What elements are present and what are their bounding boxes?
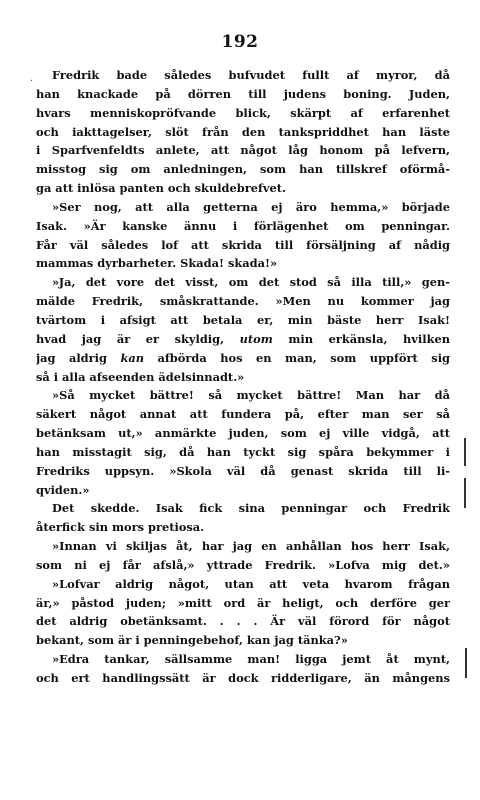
text-line: mammas dyrbarheter. Skada! skada!» — [36, 256, 278, 271]
text-line: »Ser nog, att alla getterna ej äro hemma,» började — [52, 199, 450, 214]
text-line: Det skedde. Isak fick sina penningar och Fredrik — [52, 501, 450, 516]
text-line: Isak. »Är kanske ännu i förlägenhet om penningar. — [36, 218, 450, 233]
text-line: i Sparfvenfeldts anlete, att något låg honom på lefvern, — [36, 143, 450, 158]
body-text — [36, 66, 450, 688]
text-line: jag aldrig kan afbörda hos en man, som uppfört sig — [36, 350, 450, 365]
text-line: »Ja, det vore det visst, om det stod så illa till,» gen- — [52, 275, 450, 290]
text-line: »Så mycket bättre! så mycket bättre! Man har då — [52, 388, 450, 403]
text-line: Fredriks uppsyn. »Skola väl då genast skrida till li- — [36, 463, 450, 478]
text-line: mälde Fredrik, småskrattande. »Men nu kommer jag — [36, 294, 450, 309]
right-edge-mark — [464, 438, 466, 466]
text-line: hvars menniskopröfvande blick, skärpt af erfarenhet — [36, 105, 450, 120]
page-number: 192 — [221, 32, 259, 52]
text-line: han knackade på dörren till judens boning. Juden, — [36, 86, 450, 101]
margin-dot: · — [30, 76, 34, 87]
text-line: och ert handlingssätt är dock ridderligare, än mångens — [36, 671, 450, 685]
right-edge-mark — [464, 478, 466, 508]
text-line: »Lofvar aldrig något, utan att veta hvarom frågan — [52, 576, 450, 591]
text-line: Får väl således lof att skrida till försäljning af nådig — [36, 237, 450, 252]
text-line: »Innan vi skiljas åt, har jag en anhållan hos herr Isak, — [52, 539, 450, 554]
text-line: bekant, som är i penningebehof, kan jag tänka?» — [36, 633, 348, 648]
text-line: Fredrik bade således bufvudet fullt af myror, då — [52, 68, 450, 82]
text-line: tvärtom i afsigt att betala er, min bäste herr Isak! — [36, 312, 450, 327]
text-line: det aldrig obetänksamt. . . . Är väl förord för något — [36, 614, 450, 629]
text-line: så i alla afseenden ädelsinnadt.» — [36, 369, 245, 384]
text-line: är,» påstod juden; »mitt ord är heligt, och derföre ger — [36, 595, 450, 610]
text-line: hvad jag är er skyldig, utom min erkänsla, hvilken — [36, 331, 450, 346]
text-line: säkert något annat att fundera på, efter man ser så — [36, 407, 450, 422]
text-line: qviden.» — [36, 482, 90, 497]
text-line: som ni ej får afslå,» yttrade Fredrik. »Lofva mig det.» — [36, 557, 450, 572]
text-line: han misstagit sig, då han tyckt sig spåra bekymmer i — [36, 444, 450, 459]
text-line: betänksam ut,» anmärkte juden, som ej ville vidgå, att — [36, 426, 450, 441]
text-line: »Edra tankar, sällsamme man! ligga jemt åt mynt, — [52, 652, 450, 667]
text-line: ga att inlösa panten och skuldebrefvet. — [36, 181, 286, 196]
text-line: och iakttagelser, slöt från den tankspriddhet han läste — [36, 124, 450, 139]
text-line: återfick sin mors pretiosa. — [36, 520, 205, 535]
right-edge-mark — [465, 648, 467, 678]
text-line: misstog sig om anledningen, som han tillskref oförmå- — [36, 162, 450, 177]
